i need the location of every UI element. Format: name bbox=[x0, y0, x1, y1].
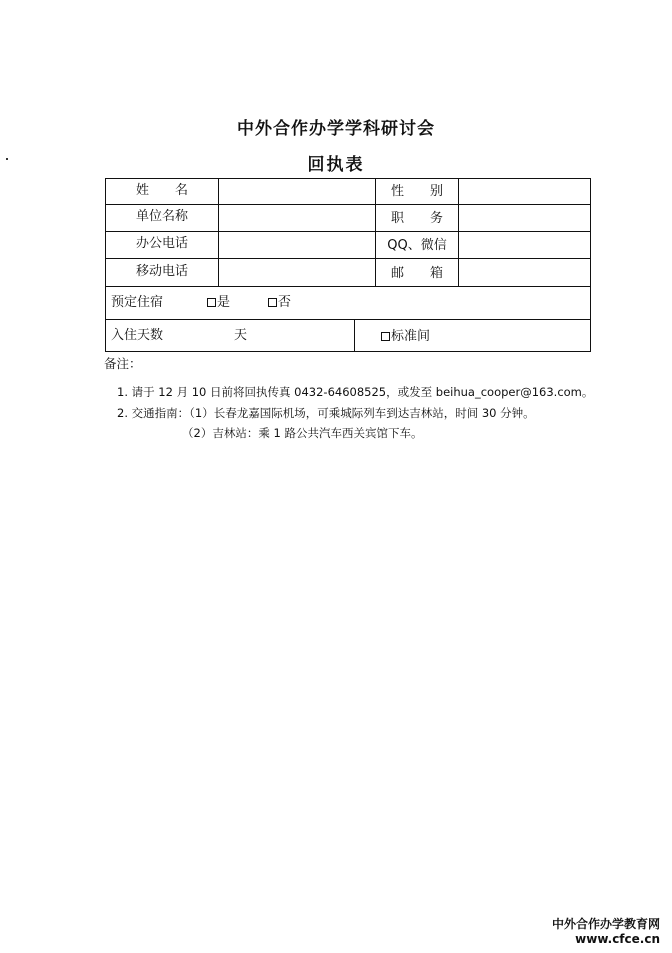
option-no-label: 否 bbox=[278, 295, 292, 310]
label-gender: 性 别 bbox=[390, 184, 443, 199]
email-field[interactable] bbox=[459, 260, 589, 284]
note-item-1: 1. 请于 12 月 10 日前将回执传真 0432-64608525，或发至 beihua_cooper@163.com。 bbox=[117, 385, 594, 399]
option-no[interactable] bbox=[268, 294, 291, 312]
room-type-label: 标准间 bbox=[391, 329, 431, 344]
gender-field[interactable] bbox=[459, 180, 589, 204]
position-field[interactable] bbox=[459, 206, 589, 230]
office-phone-field[interactable] bbox=[219, 233, 375, 257]
option-yes[interactable] bbox=[207, 294, 230, 312]
label-email: 邮 箱 bbox=[390, 266, 443, 281]
site-url: www.cfce.cn bbox=[575, 932, 660, 946]
site-name: 中外合作办学教育网 bbox=[551, 917, 660, 931]
label-qq-wechat: QQ、微信 bbox=[387, 238, 447, 253]
checkbox-standard-room[interactable] bbox=[381, 332, 390, 341]
label-name: 姓 名 bbox=[135, 183, 188, 198]
label-office-phone: 办公电话 bbox=[135, 236, 188, 251]
name-field[interactable] bbox=[219, 180, 375, 204]
note-item-2b: （2）吉林站：乘 1 路公共汽车西关宾馆下车。 bbox=[182, 426, 423, 440]
label-mobile: 移动电话 bbox=[135, 264, 188, 279]
checkbox-yes[interactable] bbox=[207, 298, 216, 307]
organization-field[interactable] bbox=[219, 206, 375, 230]
label-booking: 预定住宿 bbox=[111, 295, 164, 310]
checkbox-no[interactable] bbox=[268, 298, 277, 307]
label-position: 职 务 bbox=[390, 211, 443, 226]
room-type-option[interactable] bbox=[381, 328, 430, 346]
mobile-field[interactable] bbox=[219, 260, 375, 284]
option-yes-label: 是 bbox=[217, 295, 231, 310]
label-organization: 单位名称 bbox=[135, 209, 188, 224]
note-item-2: 2. 交通指南：（1）长春龙嘉国际机场，可乘城际列车到达吉林站，时间 30 分钟。 bbox=[117, 406, 535, 420]
notes-heading: 备注： bbox=[104, 356, 142, 371]
page-title: 中外合作办学学科研讨会 bbox=[237, 119, 435, 139]
form-subtitle: 回执表 bbox=[307, 155, 365, 175]
label-nights: 入住天数 bbox=[111, 328, 164, 343]
nights-unit: 天 bbox=[234, 328, 248, 343]
qq-wechat-field[interactable] bbox=[459, 233, 589, 257]
